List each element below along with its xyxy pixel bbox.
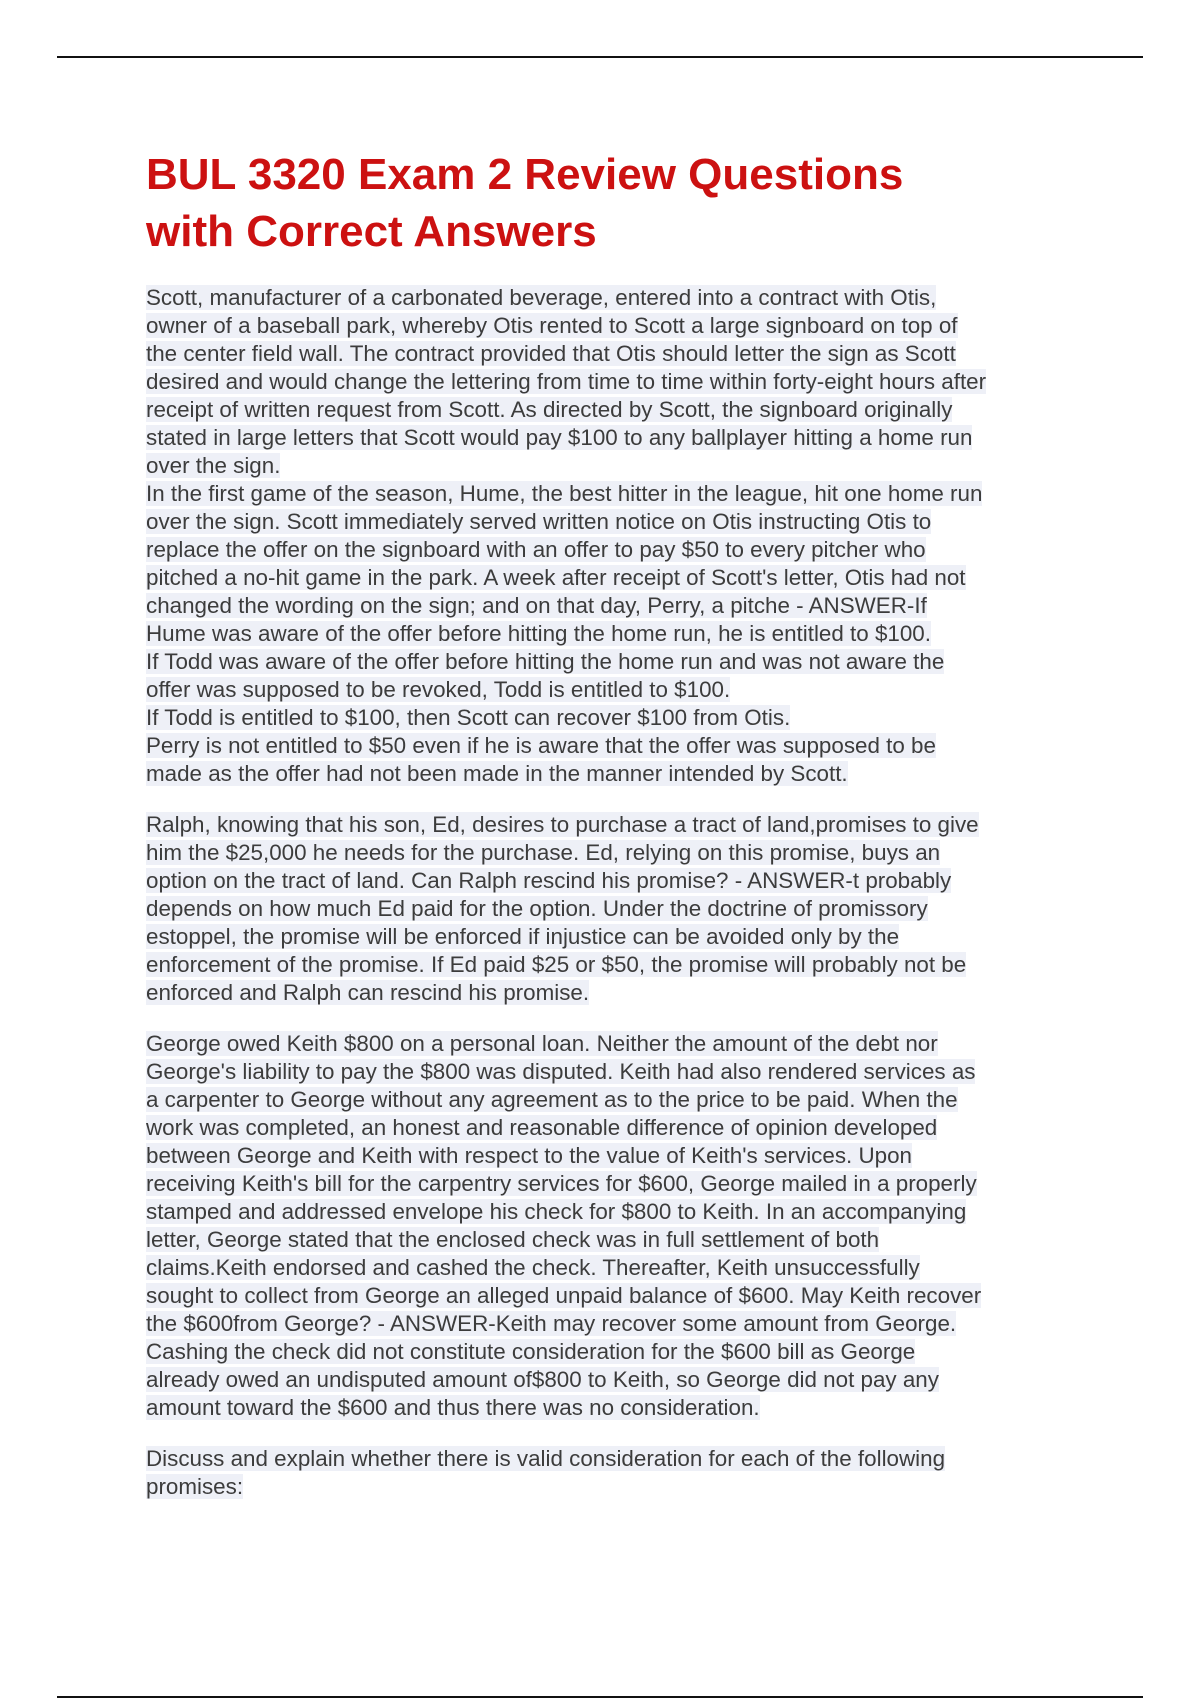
text-line	[146, 648, 1076, 676]
text-line-content: receiving Keith's bill for the carpentry services for $600, George mailed in a properly	[146, 1171, 977, 1196]
text-line	[146, 923, 1076, 951]
text-line	[146, 1058, 1076, 1086]
text-line	[146, 620, 1076, 648]
text-line-content: option on the tract of land. Can Ralph rescind his promise? - ANSWER-t probably	[146, 868, 952, 893]
text-line	[146, 424, 1076, 452]
text-line	[146, 1310, 1076, 1338]
text-line-content: stated in large letters that Scott would pay $100 to any ballplayer hitting a home run	[146, 425, 973, 450]
text-line-content: Scott, manufacturer of a carbonated beverage, entered into a contract with Otis,	[146, 285, 937, 310]
text-line-content: Cashing the check did not constitute consideration for the $600 bill as George	[146, 1339, 916, 1364]
text-line	[146, 951, 1076, 979]
text-line	[146, 1394, 1076, 1422]
text-line	[146, 867, 1076, 895]
text-line	[146, 811, 1076, 839]
text-line	[146, 732, 1076, 760]
text-line-content: over the sign. Scott immediately served written notice on Otis instructing Otis to	[146, 509, 932, 534]
document-title	[146, 146, 1076, 260]
text-line	[146, 396, 1076, 424]
text-line	[146, 760, 1076, 788]
text-line	[146, 1282, 1076, 1310]
text-line-content: the center field wall. The contract provided that Otis should letter the sign as Scott	[146, 341, 956, 366]
text-line-content: made as the offer had not been made in the manner intended by Scott.	[146, 761, 848, 786]
qa-block	[146, 1445, 1076, 1501]
text-line-content: George owed Keith $800 on a personal loan. Neither the amount of the debt nor	[146, 1031, 938, 1056]
text-line-content: claims.Keith endorsed and cashed the check. Thereafter, Keith unsuccessfully	[146, 1255, 920, 1280]
text-line-content: a carpenter to George without any agreement as to the price to be paid. When the	[146, 1087, 958, 1112]
text-line-content: promises:	[146, 1474, 244, 1499]
title-line: BUL 3320 Exam 2 Review Questions	[146, 150, 904, 199]
qa-block	[146, 811, 1076, 1007]
text-line-content: estoppel, the promise will be enforced if injustice can be avoided only by the	[146, 924, 900, 949]
text-line	[146, 340, 1076, 368]
text-line-content: work was completed, an honest and reasonable difference of opinion developed	[146, 1115, 938, 1140]
text-line	[146, 1142, 1076, 1170]
text-line	[146, 1254, 1076, 1282]
text-line-content: In the first game of the season, Hume, the best hitter in the league, hit one home run	[146, 481, 983, 506]
text-line-content: George's liability to pay the $800 was disputed. Keith had also rendered services as	[146, 1059, 976, 1084]
text-line	[146, 676, 1076, 704]
text-line-content: If Todd is entitled to $100, then Scott can recover $100 from Otis.	[146, 705, 791, 730]
text-line-content: receipt of written request from Scott. As directed by Scott, the signboard originally	[146, 397, 953, 422]
qa-block	[146, 284, 1076, 788]
text-line-content: between George and Keith with respect to the value of Keith's services. Upon	[146, 1143, 912, 1168]
text-line	[146, 1226, 1076, 1254]
text-line	[146, 536, 1076, 564]
qa-block	[146, 1030, 1076, 1422]
text-line	[146, 1086, 1076, 1114]
text-line-content: replace the offer on the signboard with an offer to pay $50 to every pitcher who	[146, 537, 926, 562]
title-line: with Correct Answers	[146, 207, 597, 256]
text-line-content: Discuss and explain whether there is valid consideration for each of the following	[146, 1446, 946, 1471]
text-line-content: letter, George stated that the enclosed check was in full settlement of both	[146, 1227, 880, 1252]
text-line	[146, 1445, 1076, 1473]
text-line	[146, 895, 1076, 923]
text-line	[146, 508, 1076, 536]
text-line	[146, 1170, 1076, 1198]
text-line	[146, 564, 1076, 592]
text-line-content: over the sign.	[146, 453, 281, 478]
text-line	[146, 480, 1076, 508]
document-content	[146, 146, 1076, 1501]
text-line-content: Perry is not entitled to $50 even if he is aware that the offer was supposed to be	[146, 733, 936, 758]
text-line	[146, 312, 1076, 340]
text-line-content: him the $25,000 he needs for the purchase. Ed, relying on this promise, buys an	[146, 840, 941, 865]
text-line	[146, 1114, 1076, 1142]
text-line	[146, 1338, 1076, 1366]
text-line-content: already owed an undisputed amount of$800 to Keith, so George did not pay any	[146, 1367, 939, 1392]
text-line	[146, 1473, 1076, 1501]
text-line-content: depends on how much Ed paid for the option. Under the doctrine of promissory	[146, 896, 928, 921]
text-line	[146, 592, 1076, 620]
text-line-content: stamped and addressed envelope his check for $800 to Keith. In an accompanying	[146, 1199, 967, 1224]
text-line-content: enforced and Ralph can rescind his promise.	[146, 980, 590, 1005]
text-line-content: amount toward the $600 and thus there was no consideration.	[146, 1395, 760, 1420]
text-line	[146, 368, 1076, 396]
text-line	[146, 284, 1076, 312]
text-line-content: Hume was aware of the offer before hitting the home run, he is entitled to $100.	[146, 621, 931, 646]
text-line-content: the $600from George? - ANSWER-Keith may recover some amount from George.	[146, 1311, 957, 1336]
text-line	[146, 1030, 1076, 1058]
text-line	[146, 452, 1076, 480]
text-line	[146, 839, 1076, 867]
text-line-content: desired and would change the lettering from time to time within forty-eight hours after	[146, 369, 987, 394]
text-line-content: owner of a baseball park, whereby Otis rented to Scott a large signboard on top of	[146, 313, 958, 338]
text-line-content: Ralph, knowing that his son, Ed, desires to purchase a tract of land,promises to give	[146, 812, 979, 837]
text-line	[146, 1198, 1076, 1226]
text-line	[146, 979, 1076, 1007]
text-line-content: pitched a no-hit game in the park. A week after receipt of Scott's letter, Otis had not	[146, 565, 966, 590]
bottom-rule	[57, 1696, 1143, 1698]
text-line-content: enforcement of the promise. If Ed paid $25 or $50, the promise will probably not be	[146, 952, 967, 977]
text-line-content: If Todd was aware of the offer before hitting the home run and was not aware the	[146, 649, 945, 674]
text-line-content: offer was supposed to be revoked, Todd is entitled to $100.	[146, 677, 731, 702]
text-line	[146, 704, 1076, 732]
text-line	[146, 1366, 1076, 1394]
text-line-content: changed the wording on the sign; and on that day, Perry, a pitche - ANSWER-If	[146, 593, 927, 618]
text-line-content: sought to collect from George an alleged unpaid balance of $600. May Keith recover	[146, 1283, 982, 1308]
top-rule	[57, 56, 1143, 58]
question-list	[146, 284, 1076, 1501]
